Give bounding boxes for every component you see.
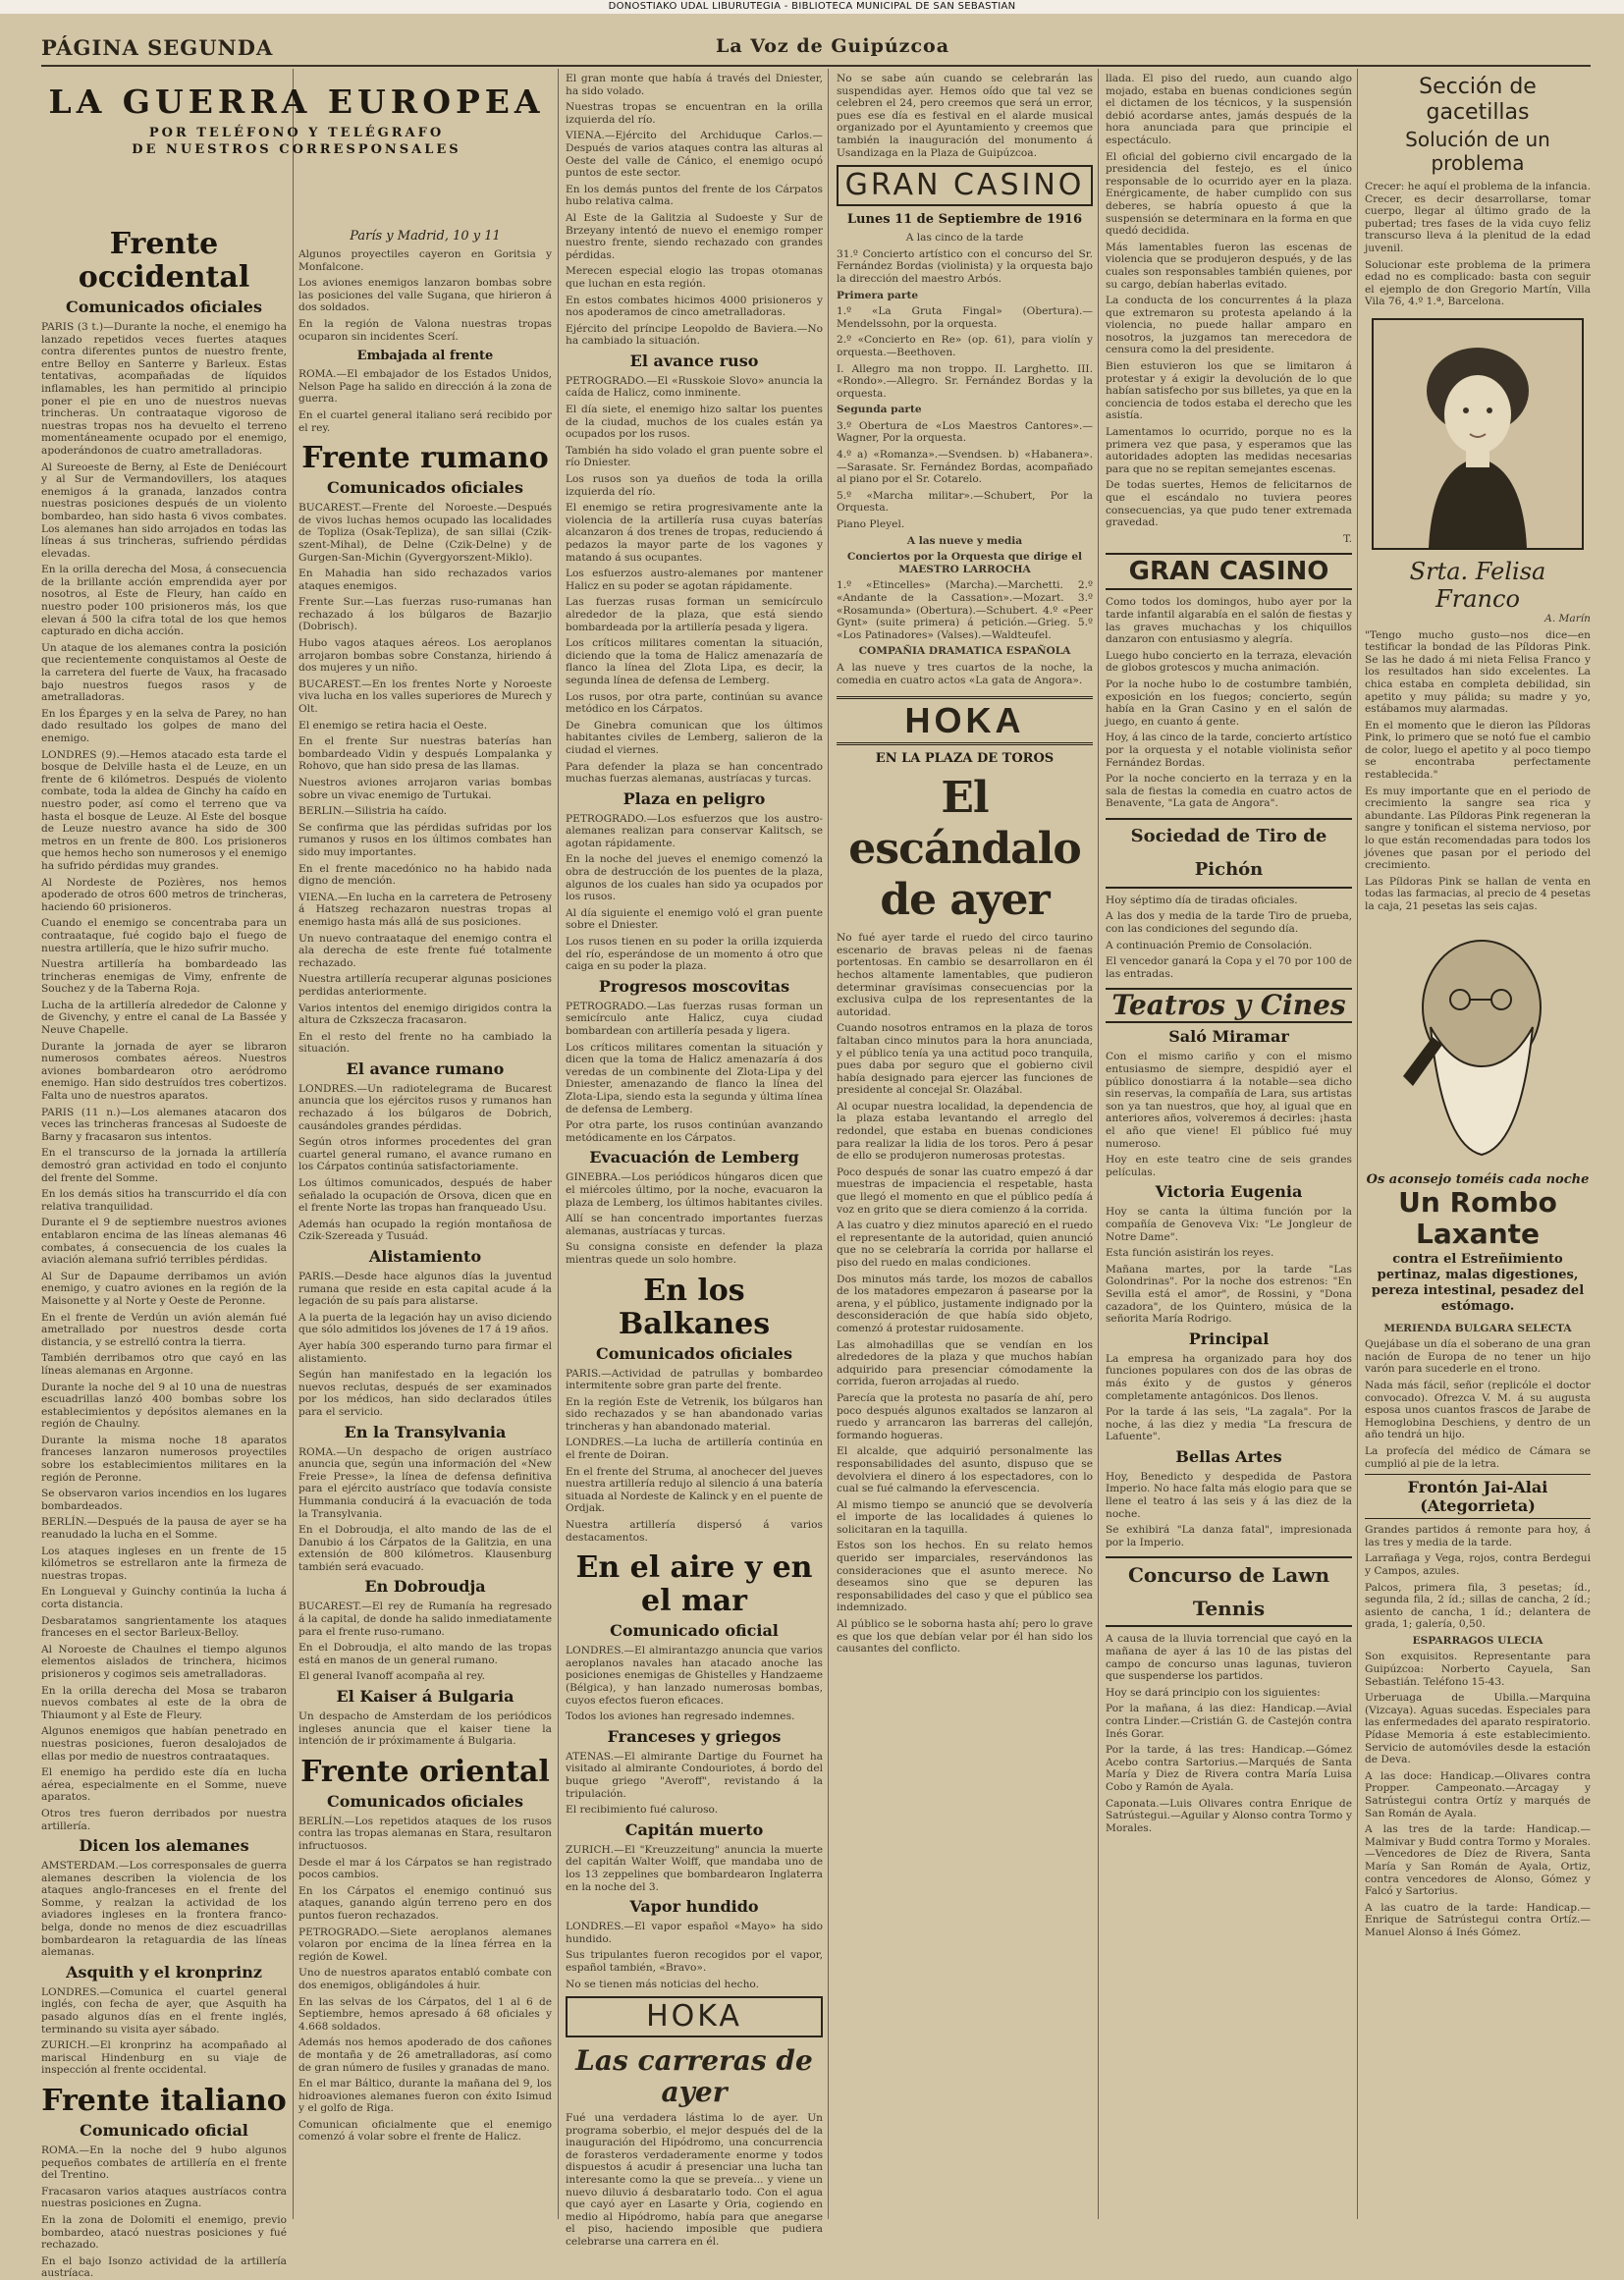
article-paragraph: BUCAREST.—El rey de Rumanía ha regresado á la capital, de donde ha salido inmediatamente para el frente ruso-rumano. xyxy=(298,1601,552,1638)
article-paragraph: También ha sido volado el gran puente sobre el río Dniester. xyxy=(566,444,823,469)
section-frente-occidental: Frente occidental xyxy=(78,227,250,295)
article-paragraph: Algunos enemigos que habían penetrado en nuestras posiciones, fueron desalojados de ellas por medio de nuestros contraataques. xyxy=(41,1725,287,1763)
header-rule xyxy=(41,65,1591,67)
subhead-capitan: Capitán muerto xyxy=(624,1819,764,1839)
article-paragraph: ROMA.—Un despacho de origen austríaco anuncia que, según una información del «New Freie Presse», la línea de defensa definitiva para el ejército austríaco que todavía consiste Hummania conducirá á la evacuación de toda la Transylvania. xyxy=(298,1445,552,1520)
article-paragraph: La conducta de los concurrentes á la plaza que extremaron su protesta apelando á la violencia, no puede hallar amparo en nosotros, la juzgamos tan merecedora de censura como la del presidente. xyxy=(1106,295,1352,356)
section-gacetillas: Sección de gacetillas xyxy=(1419,75,1537,125)
article-paragraph: Parecía que la protesta no pasaría de ahí, pero poco después algunos exaltados se lanzaron al ruedo y arrancaron las barreras del callejón, formando hogueras. xyxy=(837,1391,1093,1441)
article-paragraph: Crecer: he aquí el problema de la infancia. Crecer, es decir desarrollarse, tomar cuerpo, llegar al último grado de la pubertad; tres fases de la vida cuyo feliz transcurso lleva á la plenitud de la edad juvenil. xyxy=(1365,181,1591,254)
article-paragraph: Al Sureoeste de Berny, al Este de Deniécourt y al Sur de Vermandovillers, los ataques enemigos á la granada, lanzados contra nuestras posiciones después de un violento bombardeo, han sido hasta 6 vivos combates. Los alemanes han sido arrojados en todas las líneas á sus trincheras, sufriendo pérdidas elevadas. xyxy=(41,461,287,560)
column-rule xyxy=(828,69,829,2219)
article-paragraph: Al público se le soborna hasta ahí; pero lo grave es que los que debían velar por él han sido los causantes del conflicto. xyxy=(837,1618,1093,1656)
program-part: Segunda parte xyxy=(837,404,922,416)
program-item: I. Allegro ma non troppo. II. Larghetto. III. «Rondo».—Allegro. Sr. Fernández Bordas y la orquesta. xyxy=(837,362,1093,400)
section-frente-italiano: Frente italiano xyxy=(41,2084,287,2118)
article-paragraph: Hoy séptimo día de tiradas oficiales. xyxy=(1106,894,1298,906)
article-paragraph: Los rusos tienen en su poder la orilla izquierda del río, esperándose de un momento á otro que caiga en su poder la plaza. xyxy=(566,936,823,973)
article-paragraph: PARIS.—Actividad de patrullas y bombardeo intermitente sobre gran parte del frente. xyxy=(566,1367,823,1392)
article-paragraph: PETROGRADO.—Siete aeroplanos alemanes volaron por encima de la línea férrea en la región de Kowel. xyxy=(298,1926,552,1963)
section-carreras: Las carreras de ayer xyxy=(575,2044,813,2109)
main-headline-block xyxy=(41,73,552,158)
article-paragraph: Palcos, primera fila, 3 pesetas; íd., segunda fila, 2 íd.; sillas de cancha, 2 íd.; asiento de cancha, 1 íd.; delantera de grada, 1; galería, 0,50. xyxy=(1365,1581,1591,1631)
article-paragraph: Los rusos son ya dueños de toda la orilla izquierda del río. xyxy=(566,473,823,498)
article-paragraph: Los críticos militares comentan la situación, diciendo que la toma de Halicz amenazaría de flanco la línea del Zlota Lipa, es decir, la segunda línea de defensa de Lemberg. xyxy=(566,637,823,686)
article-paragraph: PARIS.—Desde hace algunos días la juventud rumana que reside en esta capital acude á la legación de su país para alistarse. xyxy=(298,1271,552,1308)
article-paragraph: Además han ocupado la región montañosa de Czik-Szereada y Tusuád. xyxy=(298,1218,552,1243)
subhead-dobroudja: En Dobroudja xyxy=(364,1577,486,1597)
article-paragraph: A la puerta de la legación hay un aviso diciendo que sólo admitidos los jóvenes de 17 á 19 años. xyxy=(298,1311,552,1336)
article-paragraph: Los críticos militares comentan la situación y dicen que la toma de Halicz amenazaría á dos veredas de un combinente del Zlota-Lipa y del Dniester, amenazando de flanco la línea del Zlota-Lipa, siendo esta la segunda y última línea de defensa de Lemberg. xyxy=(566,1041,823,1115)
article-paragraph: En la región Este de Vetrenik, los búlgaros han sido rechazados y se han abandonado varias trincheras y han abandonado material. xyxy=(566,1395,823,1433)
article-paragraph: Las Píldoras Pink se hallan de venta en todas las farmacias, al precio de 4 pesetas la caja, 21 pesetas las seis cajas. xyxy=(1365,875,1591,912)
article-paragraph: ZURICH.—El kronprinz ha acompañado al mariscal Hindenburg en su viaje de inspección al frente occidental. xyxy=(41,2039,287,2077)
article-paragraph: Al Nordeste de Pozières, nos hemos apoderado de otros 600 metros de trincheras, haciendo 60 prisioneros. xyxy=(41,876,287,913)
subhead-plaza-peligro: Plaza en peligro xyxy=(623,788,766,808)
article-paragraph: Su consigna consiste en defender la plaza mientras quede un solo hombre. xyxy=(566,1241,823,1266)
article-paragraph: Caponata.—Luis Olivares contra Enrique de Satrústegui.—Aguilar y Alonso contra Tormo y Morales. xyxy=(1106,1797,1352,1834)
article-paragraph: Solucionar este problema de la primera edad no es complicado: basta con seguir el ejemplo de don Gregorio Martín, Villa Vila 76, 4.º 1.ª, Barcelona. xyxy=(1365,258,1591,308)
article-paragraph: Al día siguiente el enemigo voló el gran puente sobre el Dniester. xyxy=(566,906,823,932)
article-paragraph: Durante la jornada de ayer se libraron numerosos combates aéreos. Nuestros aviones bombardearon otro aeródromo enemigo. Han sido destruídos tres cobertizos. Falta uno de nuestros aparatos. xyxy=(41,1040,287,1103)
column-2 xyxy=(298,226,552,2243)
article-paragraph: Durante la noche del 9 al 10 una de nuestras escuadrillas lanzó 400 bombas sobre los establecimientos y depósitos alemanes en la región de Chaulny. xyxy=(41,1381,287,1431)
program-time: A las cinco de la tarde xyxy=(905,232,1024,244)
column-rule xyxy=(1357,69,1358,2219)
article-paragraph: El enemigo se retira progresivamente ante la violencia de la artillería rusa cuyas baterías alcanzaron á dos trenes de tropas, reduciendo á pedazos la mayor parte de los vagones y matando á sus ocupantes. xyxy=(566,502,823,564)
article-paragraph: PARIS (11 n.)—Los alemanes atacaron dos veces las trincheras francesas al Sudoeste de Barny y fracasaron sus intentos. xyxy=(41,1106,287,1143)
article-paragraph: En el frente Sur nuestras baterías han bombardeado Vidin y después Lompalanka y Rohovo, que han sido presa de las llamas. xyxy=(298,735,552,773)
article-paragraph: En los demás puntos del frente de los Cárpatos hubo relativa calma. xyxy=(566,183,823,208)
article-paragraph: En el cuartel general italiano será recibido por el rey. xyxy=(298,408,552,434)
article-paragraph: Con el mismo cariño y con el mismo entusiasmo de siempre, despidió ayer el público donostiarra á la notable—sea dicho sin reservas, la compañía de Lara, sus artistas son ya tan nuestros, que hoy, al igual que en anteriores años, volveremos á decirles: ¡hasta el año que viene! El público fué muy numeroso. xyxy=(1106,1051,1352,1150)
column-rule xyxy=(1098,69,1099,2219)
article-paragraph: En la orilla derecha del Mosa, á consecuencia de la brillante acción emprendida ayer por nosotros, al Este de Fleury, han caído en nuestro poder 100 prisioneros más, los que elevan á 500 la cifra total de los que hemos capturado en dicha acción. xyxy=(41,564,287,638)
article-paragraph: En el resto del frente no ha cambiado la situación. xyxy=(298,1030,552,1056)
article-paragraph: Los últimos comunicados, después de haber señalado la ocupación de Orsova, dicen que en el frente Norte las tropas han franqueado Usu. xyxy=(298,1177,552,1215)
article-paragraph: Además nos hemos apoderado de dos cañones de montaña y de 26 ametralladoras, así como de gran número de fusiles y granadas de mano. xyxy=(298,2036,552,2074)
article-paragraph: Desde el mar á los Cárpatos se han registrado pocos cambios. xyxy=(298,1856,552,1881)
article-paragraph: ZURICH.—El "Kreuzzeitung" anuncia la muerte del capitán Walter Wolff, que mandaba uno de los 13 zeppelines que bombardearon Inglaterra en la noche del 3. xyxy=(566,1843,823,1893)
article-paragraph: Al ocupar nuestra localidad, la dependencia de la plaza estaba levantando el arreglo del redondel, que estaba en buenas condiciones para realizar la lidia de los toros. Pero á pesar de ello se produjeron numerosas protestas. xyxy=(837,1100,1093,1163)
article-paragraph: Nuestros aviones arrojaron varias bombas sobre un vivac enemigo de Turtukai. xyxy=(298,777,552,801)
article-paragraph: Por la noche concierto en la terraza y en la sala de fiestas la comedia en cuatro actos de Benavente, "La gata de Angora". xyxy=(1106,773,1352,810)
article-paragraph: Mañana martes, por la tarde "Las Golondrinas". Por la noche dos estrenos: "En Sevilla está el amor", de Rossini, y "Dona cazadora", de los Quintero, música de la señorita María Rodrigo. xyxy=(1106,1263,1352,1326)
column-6 xyxy=(1365,73,1591,2243)
advert-line: contra el Estreñimiento pertinaz, malas digestiones, pereza intestinal, pesadez del estómago. xyxy=(1371,1251,1585,1314)
program-item: 2.º «Concierto en Re» (op. 61), para violín y orquesta.—Beethoven. xyxy=(837,334,1093,358)
subhead-comunicados: Comunicados oficiales xyxy=(327,1791,523,1811)
article-paragraph: El general Ivanoff acompaña al rey. xyxy=(298,1670,485,1683)
subhead-victoria-eugenia: Victoria Eugenia xyxy=(1155,1182,1303,1202)
article-paragraph: llada. El piso del ruedo, aun cuando algo mojado, estaba en buenas condiciones según el dictamen de los técnicos, y la suspensión debió acordarse antes, jamás después de la hora anunciada para que principie el espectáculo. xyxy=(1106,73,1352,146)
article-paragraph: En los Éparges y en la selva de Parey, no han dado resultado los golpes de mano del enemigo. xyxy=(41,707,287,744)
program-item: 4.º a) «Romanza».—Svendsen. b) «Habanera».—Sarasate. Sr. Fernández Bordas, acompañado al piano por el Sr. Cotarelo. xyxy=(837,449,1093,486)
subhead-comunicado: Comunicado oficial xyxy=(80,2121,248,2140)
article-paragraph: PETROGRADO.—El «Russkoie Slovo» anuncia la caída de Halicz, como inminente. xyxy=(566,374,823,400)
article-paragraph: VIENA.—En lucha en la carretera de Petroseny á Hatszeg rechazaron nuestras tropas al enemigo hasta más allá de sus posiciones. xyxy=(298,891,552,928)
program-item: A las nueve y tres cuartos de la noche, la comedia en cuatro actos «La gata de Angora». xyxy=(837,661,1093,686)
article-paragraph: LONDRES.—El almirantazgo anuncia que varios aeroplanos navales han atacado anoche las posiciones enemigas de Ghistelles y Handzaeme (Bélgica), y han lanzado numerosas bombas, cuyos efectos fueron eficaces. xyxy=(566,1645,823,1707)
advert-line: Os aconsejo toméis cada noche xyxy=(1366,1171,1590,1187)
section-frente-oriental: Frente oriental xyxy=(300,1754,550,1789)
section-gran-casino: GRAN CASINO xyxy=(1106,553,1352,590)
subhead-comunicados: Comunicados oficiales xyxy=(327,478,523,498)
article-paragraph: En los demás sitios ha transcurrido el día con relativa tranquilidad. xyxy=(41,1188,287,1213)
program-part: Primera parte xyxy=(837,289,919,301)
article-paragraph: Ejército del príncipe Leopoldo de Baviera.—No ha cambiado la situación. xyxy=(566,322,823,348)
article-paragraph: A causa de la lluvia torrencial que cayó en la mañana de ayer á las 10 de las pistas del campo de concurso unas lagunas, tuvieron que suspenderse los partidos. xyxy=(1106,1633,1352,1683)
article-paragraph: En la noche del jueves el enemigo comenzó la obra de destrucción de los puentes de la plaza, algunos de los cuales han sido ya ocupados por los rusos. xyxy=(566,853,823,903)
article-paragraph: Comunican oficialmente que el enemigo comenzó á volar sobre el frente de Halicz. xyxy=(298,2118,552,2144)
subhead-asquith: Asquith y el kronprinz xyxy=(66,1962,262,1981)
article-paragraph: El alcalde, que adquirió personalmente las responsabilidades del asunto, dispuso que se devolviera el dinero á los espectadores, con lo cual se fué calmando la efervescencia. xyxy=(837,1445,1093,1495)
article-paragraph: El día siete, el enemigo hizo saltar los puentes de la ciudad, muchos de los cuales están ya ocupados por los rusos. xyxy=(566,404,823,441)
article-paragraph: Las almohadillas que se vendían en los alrededores de la plaza y que muchos habían adquirido para presenciar cómodamente la corrida, fueron arrojadas al ruedo. xyxy=(837,1338,1093,1388)
subhead-avance-ruso: El avance ruso xyxy=(629,351,759,370)
article-paragraph: Un nuevo contraataque del enemigo contra el ala derecha de este frente fué totalmente rechazado. xyxy=(298,932,552,969)
article-paragraph: Cuando nosotros entramos en la plaza de toros faltaban cinco minutos para la hora anunciada, y el público tenía ya una actitud poco tranquila, pues daba por seguro que el gobierno civil había designado para ejercer las funciones de presidente al concejal Sr. Olazábal. xyxy=(837,1022,1093,1097)
article-paragraph: Un despacho de Amsterdam de los periódicos ingleses anuncia que el kaiser tiene la intención de ir próximamente á Bulgaria. xyxy=(298,1710,552,1748)
article-paragraph: El recibimiento fué caluroso. xyxy=(566,1804,719,1817)
article-paragraph: Nada más fácil, señor (replicóle el doctor convocado). Ofrezca V. M. á su augusta esposa unos cuantos frascos de Jarabe de Hemoglobina Deschiens, y dentro de un año tendrá un hijo. xyxy=(1365,1379,1591,1441)
article-paragraph: A las doce: Handicap.—Olivares contra Propper. Campeonato.—Arcagay y Satrústegui contra Ortíz y marqués de San Román de Ayala. xyxy=(1365,1769,1591,1819)
article-paragraph: LONDRES.—El vapor español «Mayo» ha sido hundido. xyxy=(566,1921,823,1945)
subhead-plaza-toros: EN LA PLAZA DE TOROS xyxy=(875,751,1055,767)
program-item: 3.º Obertura de «Los Maestros Cantores».—Wagner, Por la orquesta. xyxy=(837,419,1093,445)
article-paragraph: Algunos proyectiles cayeron en Goritsia y Monfalcone. xyxy=(298,248,552,273)
article-paragraph: Desbaratamos sangrientamente los ataques franceses en el sector Barleux-Belloy. xyxy=(41,1614,287,1640)
article-paragraph: LONDRES (9).—Hemos atacado esta tarde el bosque de Delville hasta el de Leuze, en un frente de 6 kilómetros. Después de violento combate, toda la aldea de Ginchy ha caído en nuestro poder, así como el terreno que va hasta el bosque de Leuze. Al Este del bosque de Leuze nuestro avance ha sido de 300 metros en un frente de 800. Los prisioneros que hemos hecho son numerosos y el enemigo ha sufrido pérdidas muy grandes. xyxy=(41,748,287,872)
article-paragraph: Dos minutos más tarde, los mozos de caballos de los matadores empezaron á pasearse por la arena, y el público, justamente indignado por la desconsideración de que había sido objeto, comenzó á protestar ruidosamente. xyxy=(837,1273,1093,1334)
advert-merienda: MERIENDA BULGARA SELECTA xyxy=(1383,1322,1572,1334)
program-time: A las nueve y media xyxy=(906,534,1023,547)
article-paragraph: LONDRES.—Comunica el cuartel general inglés, con fecha de ayer, que Asquith ha pasado algunos días en el frente inglés, terminando su visita ayer sábado. xyxy=(41,1985,287,2036)
article-paragraph: Al Este de la Galitzia al Sudoeste y Sur de Brzeyany intentó de nuevo el enemigo romper nuestro frente, siendo rechazado con grandes pérdidas. xyxy=(566,211,823,261)
subhead-alistamiento: Alistamiento xyxy=(368,1247,482,1266)
article-paragraph: El gran monte que había á través del Dniester, ha sido volado. xyxy=(566,73,823,97)
article-paragraph: Se confirma que las pérdidas sufridas por los rumanos y rusos en los últimos combates han sido muy importantes. xyxy=(298,821,552,858)
section-tiro-pichon: Sociedad de Tiro de Pichón xyxy=(1106,818,1352,889)
page-label: PÁGINA SEGUNDA xyxy=(41,35,274,60)
program-note: Piano Pleyel. xyxy=(837,518,905,531)
article-paragraph: Nuestra artillería ha bombardeado las trincheras enemigas de Vimy, enfrente de Souchez y de la Taberna Roja. xyxy=(41,958,287,996)
article-paragraph: Un ataque de los alemanes contra la posición que recientemente conquistamos al Oeste de la carretera del fuerte de Vaux, ha fracasado bajo nuestros fuegos rasos y de ametralladoras. xyxy=(41,641,287,704)
subhead-evacuacion: Evacuación de Lemberg xyxy=(589,1148,799,1167)
article-paragraph: También derribamos otro que cayó en las líneas alemanas en Argonne. xyxy=(41,1352,287,1377)
article-paragraph: PARIS (3 t.)—Durante la noche, el enemigo ha lanzado repetidos veces fuertes ataques contra diferentes puntos de nuestro frente, entre Belloy en Santerre y Barleux. Estas tentativas, acompañadas de líquidos inflamables, les han permitido al principio poner el pie en uno de nuestros nuevas trincheras. Un contraataque vigoroso de nuestras tropas nos ha devuelto el terreno momentáneamente ocupado por el enemigo, apoderándonos de cuatro ametralladoras. xyxy=(41,321,287,457)
gran-casino-label: GRAN CASINO xyxy=(837,165,1093,206)
article-paragraph: Grandes partidos á remonte para hoy, á las tres y media de la tarde. xyxy=(1365,1524,1591,1548)
article-paragraph: En la zona de Dolomiti el enemigo, previo bombardeo, atacó nuestras posiciones y fué rechazado. xyxy=(41,2213,287,2252)
main-headline: LA GUERRA EUROPEA xyxy=(48,82,545,121)
article-paragraph: BERLÍN.—Después de la pausa de ayer se ha reanudado la lucha en el Somme. xyxy=(41,1516,287,1542)
article-signature: T. xyxy=(1343,532,1352,545)
article-paragraph: Más lamentables fueron las escenas de violencia que se produjeron después, y de las cuales son responsables también quienes, por su cargo, debían haberlas evitado. xyxy=(1106,241,1352,291)
program-item: 5.º «Marcha militar».—Schubert, Por la Orquesta. xyxy=(837,489,1093,515)
article-paragraph: Sus tripulantes fueron recogidos por el vapor, español también, «Bravo». xyxy=(566,1949,823,1974)
subhead-comunicados: Comunicados oficiales xyxy=(66,298,262,316)
article-paragraph: En la orilla derecha del Mosa se trabaron nuevos combates al este de la obra de Thiaumont y al Este de Fleury. xyxy=(41,1684,287,1721)
subhead-avance-rumano: El avance rumano xyxy=(346,1059,505,1078)
article-paragraph: Lamentamos lo ocurrido, porque no es la primera vez que pasa, y esperamos que las autoridades adopten las medidas necesarias para que no se repitan semejantes escenas. xyxy=(1106,426,1352,475)
article-paragraph: Por otra parte, los rusos continúan avanzando metódicamente en los Cárpatos. xyxy=(566,1119,823,1144)
article-paragraph: En el momento que le dieron las Píldoras Pink, lo primero que se notó fue el cambio de color, luego el apetito y al poco tiempo se encontraba perfectamente restablecida." xyxy=(1365,719,1591,782)
article-paragraph: PETROGRADO.—Los esfuerzos que los austro-alemanes realizan para conservar Kalitsch, se agotan rápidamente. xyxy=(566,812,823,849)
article-paragraph: En estos combates hicimos 4000 prisioneros y nos apoderamos de cinco ametralladoras. xyxy=(566,294,823,319)
article-paragraph: En el mar Báltico, durante la mañana del 9, los hidroaviones alemanes fueron con éxito Isimud y el golfo de Riga. xyxy=(298,2078,552,2115)
article-paragraph: Merecen especial elogio las tropas otomanas que luchan en esta región. xyxy=(566,265,823,290)
article-paragraph: En el Dobroudja, el alto mando de las de el Danubio á los Cárpatos de la Galitzia, en una extensión de 800 kilómetros. Klausenburg también será evacuado. xyxy=(298,1524,552,1573)
article-paragraph: Al Sur de Dapaume derribamos un avión enemigo, y cuatro aviones en la región de la Maisonette y al Norte y Oeste de Peronne. xyxy=(41,1270,287,1307)
advert-illustration xyxy=(1374,919,1582,1165)
subhead-principal: Principal xyxy=(1188,1329,1270,1348)
article-paragraph: BERLÍN.—Los repetidos ataques de los rusos contra las tropas alemanas en Stara, resultaron infructuosos. xyxy=(298,1815,552,1852)
program-item: 1.º «La Gruta Fingal» (Obertura).—Mendelssohn, por la orquesta. xyxy=(837,305,1093,330)
article-paragraph: Estos son los hechos. En su relato hemos querido ser imparciales, reservándonos las consideraciones que el asunto merece. No deseamos sino que se depuren las responsabilidades del caso y que el público sea indemnizado. xyxy=(837,1540,1093,1614)
article-paragraph: Bien estuvieron los que se limitaron á protestar y á exigir la devolución de lo que habían satisfecho por sus billetes, ya que en la conciencia de todos estaba el derecho que les asistía. xyxy=(1106,360,1352,422)
article-paragraph: Hoy, á las cinco de la tarde, concierto artístico por la orquesta y el notable violinista señor Fernández Bordas. xyxy=(1106,732,1352,769)
program-item: 1.º «Etincelles» (Marcha).—Marchetti. 2.º «Andante de la Cassation».—Mozart. 3.º «Rosamunda» (Obertura).—Schubert. 4.º «Peer Gynt» (suite primera) á petición.—Grieg. 5.º «Los Patinadores» (Valses).—Waldteufel. xyxy=(837,579,1093,641)
article-paragraph: BUCAREST.—En los frentes Norte y Noroeste viva lucha en los valles superiores de Murech y Olt. xyxy=(298,678,552,716)
bearded-man-illustration xyxy=(1374,919,1582,1165)
subhead-progresos: Progresos moscovitas xyxy=(598,976,790,996)
article-paragraph: Allí se han concentrado importantes fuerzas alemanas, austríacas y turcas. xyxy=(566,1213,823,1237)
portrait-image xyxy=(1372,318,1584,550)
article-paragraph: Son exquisitos. Representante para Guipúzcoa: Norberto Cayuela, San Sebastián. Teléfono 15-43. xyxy=(1365,1651,1591,1688)
program-heading: COMPAÑIA DRAMATICA ESPAÑOLA xyxy=(858,645,1071,658)
column-1 xyxy=(41,220,287,2280)
article-paragraph: Según han manifestado en la legación los nuevos reclutas, después de ser examinados por los médicos, han sido declarados útiles para el servicio. xyxy=(298,1369,552,1418)
article-paragraph: En las selvas de los Cárpatos, del 1 al 6 de Septiembre, hemos apresado á 68 oficiales y 4.668 soldados. xyxy=(298,1995,552,2033)
headline-sub2: DE NUESTROS CORRESPONSALES xyxy=(132,142,461,157)
article-paragraph: LONDRES.—Un radiotelegrama de Bucarest anuncia que los ejércitos rusos y rumanos han rechazado á los búlgaros de Dobrich, causándoles grandes pérdidas. xyxy=(298,1082,552,1132)
article-paragraph: BUCAREST.—Frente del Noroeste.—Después de vivos luchas hemos ocupado las localidades de Topliza (Osak-Tepliza), de san sillai (Czik-szent-Mihal), de Delne (Czik-Delne) y de Gurgen-San-Michin (Gyvergyorszent-Miklo). xyxy=(298,502,552,564)
section-escandalo: El escándalo de ayer xyxy=(848,773,1081,926)
section-balkanes: En los Balkanes xyxy=(618,1273,771,1341)
article-paragraph: Los aviones enemigos lanzaron bombas sobre las posiciones del valle Sugana, que hirieron á dos soldados. xyxy=(298,277,552,314)
article-paragraph: Nuestra artillería recuperar algunas posiciones perdidas anteriormente. xyxy=(298,973,552,998)
column-rule xyxy=(293,69,294,2219)
article-paragraph: Hoy en este teatro cine de seis grandes películas. xyxy=(1106,1154,1352,1178)
subhead-franceses-griegos: Franceses y griegos xyxy=(607,1726,782,1746)
article-paragraph: A las cuatro de la tarde: Handicap.—Enrique de Satrústegui contra Ortíz.—Manuel Alonso á Inés Gómez. xyxy=(1365,1901,1591,1938)
article-paragraph: A continuación Premio de Consolación. xyxy=(1106,939,1313,951)
subhead-salo-miramar: Saló Miramar xyxy=(1168,1027,1289,1047)
section-teatros: Teatros y Cines xyxy=(1106,988,1352,1023)
article-paragraph: ATENAS.—El almirante Dartige du Fournet ha visitado al almirante Condouriotes, á bordo del buque griego "Averoff", revistando á la tripulación. xyxy=(566,1750,823,1800)
subhead-kaiser: El Kaiser á Bulgaria xyxy=(336,1687,514,1707)
article-paragraph: A las tres de la tarde: Handicap.—Malmivar y Budd contra Tormo y Morales.—Vencedores de Díez de Rivera, Santa María y San Román de Ayala, Ortiz, contra vencedores de Alonso, Gómez y Falcó y Sartorius. xyxy=(1365,1823,1591,1898)
article-paragraph: Nuestras tropas se encuentran en la orilla izquierda del río. xyxy=(566,101,823,126)
article-paragraph: De todas suertes, Hemos de felicitarnos de que el escándalo no tuviera peores consecuencias, ya que pudo tener extremada gravedad. xyxy=(1106,479,1352,529)
article-paragraph: Al mismo tiempo se anunció que se devolvería el importe de las localidades á quienes lo solicitaran en la taquilla. xyxy=(837,1498,1093,1536)
article-paragraph: Por la tarde, á las tres: Handicap.—Gómez Acebo contra Sartorius.—Marqués de Santa María y Diez de Rivera contra María Luisa Cobo y Ramón de Ayala. xyxy=(1106,1744,1352,1793)
article-paragraph: El vencedor ganará la Copa y el 70 por 100 de las entradas. xyxy=(1106,955,1352,980)
article-paragraph: Por la noche hubo lo de costumbre también, exposición en los fuegos; concierto, según había en la Gran Casino y en el salón de juego, en cuanto á gente. xyxy=(1106,678,1352,728)
subhead-bellas-artes: Bellas Artes xyxy=(1175,1446,1282,1466)
article-paragraph: En los Cárpatos el enemigo continuó sus ataques, ganando algún terreno pero en dos puntos fueron rechazados. xyxy=(298,1884,552,1922)
article-paragraph: Ayer había 300 esperando turno para firmar el alistamiento. xyxy=(298,1339,552,1365)
article-paragraph: Hoy se dará principio con los siguientes: xyxy=(1106,1686,1321,1699)
article-paragraph: ROMA.—En la noche del 9 hubo algunos pequeños combates de artillería en el frente del Trentino. xyxy=(41,2144,287,2182)
article-paragraph: La profecía del médico de Cámara se cumplió al pie de la letra. xyxy=(1365,1444,1591,1470)
article-paragraph: El oficial del gobierno civil encargado de la presidencia del festejo, es el único responsable de lo ocurrido ayer en la plaza. Enérgicamente, de haber cumplido con sus deberes, se habría opuesto á que la suspensión se determinara en la forma en que quedó decidida. xyxy=(1106,150,1352,238)
article-paragraph: En Mahadia han sido rechazados varios ataques enemigos. xyxy=(298,568,552,592)
article-paragraph: En el transcurso de la jornada la artillería demostró gran actividad en todo el conjunto del frente del Somme. xyxy=(41,1147,287,1184)
article-paragraph: Fué una verdadera lástima lo de ayer. Un programa soberbio, el mejor después del de la inauguración del Hipódromo, una concurrencia de forasteros verdaderamente enorme y todos dispuestos á acudir á presenciar una lucha tan interesante como la que se preveía... y viene un nuevo diluvio á desbaratarlo todo. Con el agua que cayó ayer en Lasarte y Oria, cogiendo en medio al Hipódromo, había para que anegarse el piso, haciendo imposible que pudiera celebrarse una carrera en él. xyxy=(566,2112,823,2249)
article-paragraph: Nuestra artillería dispersó á varios destacamentos. xyxy=(566,1519,823,1544)
article-paragraph: Por la mañana, á las diez: Handicap.—Avial contra Linder.—Cristián G. de Castejón contra Inés Gorar. xyxy=(1106,1703,1352,1740)
article-paragraph: Los esfuerzos austro-alemanes por mantener Halicz en su poder se agotan rápidamente. xyxy=(566,568,823,592)
portrait-illustration xyxy=(1374,320,1582,548)
article-paragraph: Hoy, Benedicto y despedida de Pastora Imperio. No hace falta más elogio para que se llene el teatro á las seis y á las diez de la noche. xyxy=(1106,1470,1352,1520)
article-paragraph: Según otros informes procedentes del gran cuartel general rumano, el avance rumano en los Cárpatos continúa satisfactoriamente. xyxy=(298,1136,552,1173)
article-paragraph: "Tengo mucho gusto—nos dice—en testificar la bondad de las Píldoras Pink. Se las he dado á mi nieta Felisa Franco y los resultados han sido excelentes. La chica estaba en completa debilidad, sin apetito y muy pálida; su madre y yo, estábamos muy alarmadas. xyxy=(1365,628,1591,716)
article-paragraph: Uno de nuestros aparatos entabló combate con dos enemigos, obligándoles á huir. xyxy=(298,1967,552,1991)
article-paragraph: En el frente del Struma, al anochecer del jueves nuestra artillería redujo al silencio á una batería situada al Nordeste de Kalinck y en el puente de Ordjak. xyxy=(566,1465,823,1515)
section-lawn-tennis: Concurso de Lawn Tennis xyxy=(1106,1556,1352,1627)
hoka-ad: HOKA xyxy=(566,1996,823,2037)
subhead-comunicados: Comunicados oficiales xyxy=(596,1343,792,1363)
article-paragraph: En la región de Valona nuestras tropas ocuparon sin incidentes Scerí. xyxy=(298,317,552,343)
column-5 xyxy=(1106,73,1352,2243)
article-paragraph: Fracasaron varios ataques austríacos contra nuestras posiciones en Zugna. xyxy=(41,2185,287,2210)
article-paragraph: Frente Sur.—Las fuerzas ruso-rumanas han rechazado á los búlgaros de Bazarjio (Dobrisch). xyxy=(298,596,552,633)
hoka-ad: HOKA xyxy=(837,696,1093,745)
masthead: La Voz de Guipúzcoa xyxy=(715,35,950,57)
article-paragraph: El enemigo ha perdido este día en lucha aérea, especialmente en el Somme, nueve aparatos. xyxy=(41,1766,287,1804)
article-paragraph: VIENA.—Ejército del Archiduque Carlos.—Después de varios ataques contra las alturas al Oeste del valle de Cánico, el enemigo ocupó puntos de este sector. xyxy=(566,130,823,180)
article-paragraph: Quejábase un día el soberano de una gran nación de Europa de no tener un hijo varón para sucederle en el trono. xyxy=(1365,1338,1591,1376)
program-heading: Conciertos por la Orquesta que dirige el MAESTRO LARROCHA xyxy=(846,551,1083,575)
column-rule xyxy=(558,69,559,2219)
article-paragraph: Los rusos, por otra parte, continúan su avance metódico en los Cárpatos. xyxy=(566,690,823,716)
article-paragraph: Se observaron varios incendios en los lugares bombardeados. xyxy=(41,1488,287,1512)
article-paragraph: No se sabe aún cuando se celebrarán las suspendidas ayer. Hemos oído que tal vez se celebren el 24, pero creemos que será un error, pues ese día es festival en el alarde musical organizado por el Ayuntamiento y creemos que también la inauguración del monumento á Usandizaga en la Plaza de Guipúzcoa. xyxy=(837,73,1093,159)
portrait-caption: Srta. Felisa Franco xyxy=(1409,557,1546,613)
article-paragraph: ROMA.—El embajador de los Estados Unidos, Nelson Page ha salido en dirección á la zona de guerra. xyxy=(298,368,552,406)
article-paragraph: Luego hubo concierto en la terraza, elevación de globos grotescos y mucha animación. xyxy=(1106,649,1352,675)
section-aire-mar: En el aire y en el mar xyxy=(575,1550,813,1619)
article-paragraph: Varios intentos del enemigo dirigidos contra la altura de Czkszecza fracasaron. xyxy=(298,1002,552,1027)
article-paragraph: PETROGRADO.—Las fuerzas rusas forman un semicírculo ante Halicz, cuya ciudad bombardean con artillería pesada y ligera. xyxy=(566,1000,823,1037)
headline-sub1: POR TELÉFONO Y TELÉGRAFO xyxy=(148,126,445,140)
subhead-solucion: Solución de un problema xyxy=(1405,128,1550,175)
article-paragraph: Para defender la plaza se han concentrado muchas fuerzas alemanas, austríacas y turcas. xyxy=(566,760,823,786)
article-paragraph: Las fuerzas rusas forman un semicírculo alrededor de la plaza, que está siendo bombardeada por la artillería pesada y ligera. xyxy=(566,596,823,633)
portrait-credit: A. Marín xyxy=(1544,612,1591,624)
dateline: París y Madrid, 10 y 11 xyxy=(350,229,501,244)
article-paragraph: Como todos los domingos, hubo ayer por la tarde infantil algarabía en el salón de fiestas y las graves muchachas y los chiquillos danzaron con entusiasmo y alegría. xyxy=(1106,596,1352,646)
section-frente-rumano: Frente rumano xyxy=(301,441,549,476)
article-paragraph: La empresa ha organizado para hoy dos funciones populares con dos de las obras de más éxito y de gustos y géneros completamente antagónicos. Dos llenos. xyxy=(1106,1352,1352,1402)
article-paragraph: Hoy se canta la última función por la compañía de Genoveva Vix: "Le Jongleur de Notre Dame". xyxy=(1106,1206,1352,1243)
article-paragraph: Los ataques ingleses en un frente de 15 kilómetros se estrellaron ante la firmeza de nuestras tropas. xyxy=(41,1545,287,1582)
subhead-embajada: Embajada al frente xyxy=(356,349,494,364)
article-paragraph: Poco después de sonar las cuatro empezó á dar muestras de impaciencia el respetable, hasta que llegó el momento en que el público pedía á voz en grito que se diera comienzo á la corrida. xyxy=(837,1166,1093,1216)
library-banner: DONOSTIAKO UDAL LIBURUTEGIA - BIBLIOTECA MUNICIPAL DE SAN SEBASTIAN xyxy=(0,0,1624,14)
article-paragraph: Cuando el enemigo se concentraba para un contraataque, fué cogido bajo el fuego de nuestra artillería, que le hizo sufrir mucho. xyxy=(41,917,287,954)
article-paragraph: No fué ayer tarde el ruedo del circo taurino escenario de bravas peleas ni de faenas portentosas. En cambio se desarrollaron en él hechos altamente lamentables, que pudieron determinar gravísimas consecuencias por la exclusiva culpa de los representantes de la autoridad. xyxy=(837,932,1093,1018)
article-paragraph: AMSTERDAM.—Los corresponsales de guerra alemanes describen la violencia de los ataques anglo-franceses en el frente del Somme, y realzan la actividad de los aviadores ingleses en la frontera franco-belga, donde no menos de diez escuadrillas bombardearon la retaguardia de las líneas alemanas. xyxy=(41,1860,287,1959)
article-paragraph: En el frente de Verdún un avión alemán fué ametrallado por nuestros desde corta distancia, y se estrelló contra la tierra. xyxy=(41,1311,287,1348)
article-paragraph: De Ginebra comunican que los últimos habitantes civiles de Lemberg, salieron de la ciudad el viernes. xyxy=(566,719,823,756)
section-fronton: Frontón Jai-Alai (Ategorrieta) xyxy=(1365,1474,1591,1519)
article-paragraph: Durante el 9 de septiembre nuestros aviones entablaron encima de las líneas alemanas 46 combates, á consecuencia de los cuales la aviación alemana sufrió terribles pérdidas. xyxy=(41,1217,287,1267)
article-paragraph: Se exhibirá "La danza fatal", impresionada por la Imperio. xyxy=(1106,1524,1352,1548)
subhead-vapor: Vapor hundido xyxy=(629,1897,759,1917)
article-paragraph: Todos los aviones han regresado indemnes. xyxy=(566,1710,795,1723)
article-paragraph: LONDRES.—La lucha de artillería continúa en el frente de Doiran. xyxy=(566,1437,823,1462)
article-paragraph: BERLIN.—Silistria ha caído. xyxy=(298,805,448,818)
subhead-comunicado: Comunicado oficial xyxy=(610,1621,779,1641)
article-paragraph: En el frente macedónico no ha habido nada digno de mención. xyxy=(298,862,552,888)
advert-product: Un Rombo Laxante xyxy=(1398,1185,1557,1250)
article-paragraph: Otros tres fueron derribados por nuestra artillería. xyxy=(41,1807,287,1832)
article-paragraph: Durante la misma noche 18 aparatos franceses lanzaron numerosos proyectiles sobre los establecimientos militares en la región de Peronne. xyxy=(41,1434,287,1484)
article-paragraph: GINEBRA.—Los periódicos húngaros dicen que el miércoles último, por la noche, evacuaron la plaza de Lemberg, los últimos habitantes civiles. xyxy=(566,1171,823,1209)
article-paragraph: No se tienen más noticias del hecho. xyxy=(566,1978,759,1990)
article-paragraph: Es muy importante que en el periodo de crecimiento la sangre sea rica y abundante. Las Píldoras Pink regeneran la sangre y tonifican el sistema nervioso, por lo que están recomendadas para todos los jóvenes que pasan por el periodo del crecimiento. xyxy=(1365,785,1591,872)
article-paragraph: A las dos y media de la tarde Tiro de prueba, con las condiciones del segundo día. xyxy=(1106,910,1352,936)
article-paragraph: Esta función asistirán los reyes. xyxy=(1106,1247,1274,1260)
column-3 xyxy=(566,73,823,2249)
article-paragraph: Al Noroeste de Chaulnes el tiempo algunos elementos aislados de trinchera, hicimos prisioneros y cogimos seis ametralladoras. xyxy=(41,1643,287,1680)
article-paragraph: Urberuaga de Ubilla.—Marquina (Vizcaya). Aguas sucedas. Especiales para las enfermedades del aparato respiratorio. Pídase Memoria á este establecimiento. Servicio de automóviles desde la estación de Deva. xyxy=(1365,1692,1591,1766)
subhead-dicen-alemanes: Dicen los alemanes xyxy=(79,1836,249,1856)
program-intro: 31.º Concierto artístico con el concurso del Sr. Fernández Bordas (violinista) y la orquesta bajo la dirección del maestro Arbós. xyxy=(837,247,1093,285)
article-paragraph: Hubo vagos ataques aéreos. Los aeroplanos arrojaron bombas sobre Constanza, hiriendo á dos mujeres y un niño. xyxy=(298,637,552,675)
advert-esparragos: ESPARRAGOS ULECIA xyxy=(1412,1634,1543,1647)
article-paragraph: Por la tarde á las seis, "La zagala". Por la noche, á las diez y media "La frescura de Lafuente". xyxy=(1106,1406,1352,1443)
article-paragraph: En Longueval y Guinchy continúa la lucha á corta distancia. xyxy=(41,1586,287,1610)
column-4 xyxy=(837,73,1093,2243)
article-paragraph: En el Dobroudja, el alto mando de las tropas está en manos de un general rumano. xyxy=(298,1642,552,1666)
article-paragraph: En el bajo Isonzo actividad de la artillería austríaca. xyxy=(41,2254,287,2280)
program-date: Lunes 11 de Septiembre de 1916 xyxy=(846,212,1083,228)
article-paragraph: El enemigo se retira hacia el Oeste. xyxy=(298,719,488,732)
subhead-transylvania: En la Transylvania xyxy=(344,1422,507,1441)
article-paragraph: A las cuatro y diez minutos apareció en el ruedo el representante de la autoridad, quien anunció que no se celebraría la corrida por hallarse el piso del ruedo en malas condiciones. xyxy=(837,1220,1093,1269)
article-paragraph: Larrañaga y Vega, rojos, contra Berdegui y Campos, azules. xyxy=(1365,1552,1591,1577)
article-paragraph: Lucha de la artillería alrededor de Calonne y de Givenchy, y entre el canal de La Bassée y Neuve Chapelle. xyxy=(41,999,287,1037)
